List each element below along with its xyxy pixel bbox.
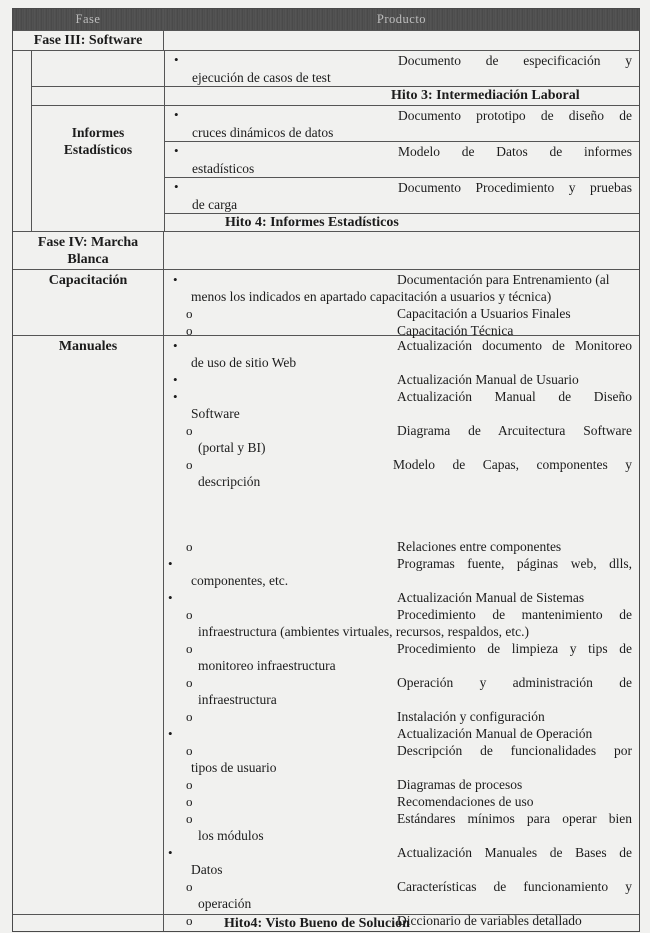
list-item: o Instalación y configuración: [186, 709, 545, 724]
list-item: o Diagramas de procesos: [186, 777, 523, 792]
list-item: • Documento prototipo de diseño de cruces dinámicos de datos: [165, 106, 639, 142]
list-item: • Actualización documento de Monitoreo de uso de sitio Web: [173, 338, 632, 370]
header-producto: Producto: [164, 9, 639, 30]
list-item: o Características de funcionamiento y operación: [186, 879, 632, 911]
milestone-hito4-final: Hito4: Visto Bueno de Solución: [224, 916, 410, 931]
list-item: o Procedimiento de mantenimiento de infraestructura (ambientes virtuales, recursos, respaldos, etc.): [186, 607, 632, 639]
list-item: • Documento de especificación y ejecución de casos de test: [174, 52, 632, 85]
circle-bullet-icon: o: [186, 607, 193, 622]
list-item: o Diagrama de Arcuitectura Software (portal y BI): [186, 423, 632, 455]
bullet-icon: •: [174, 52, 179, 67]
bullet-icon: •: [173, 272, 178, 287]
list-item: o Capacitación a Usuarios Finales: [186, 306, 571, 321]
list-item: o Descripción de funcionalidades por tipos de usuario: [186, 743, 632, 775]
circle-bullet-icon: o: [186, 777, 193, 792]
bullet-icon: •: [174, 179, 179, 194]
phase-row-fase4: [13, 231, 639, 269]
list-item: o Procedimiento de limpieza y tips de monitoreo infraestructura: [186, 641, 632, 673]
table-header: [13, 9, 639, 30]
phase-title: Fase III: Software: [13, 31, 164, 50]
list-item: • Actualización Manual de Diseño Software: [173, 389, 632, 421]
circle-bullet-icon: o: [186, 539, 193, 554]
list-item: • Actualización Manual de Usuario: [173, 372, 579, 387]
bullet-icon: •: [173, 372, 178, 387]
table-row: [13, 269, 639, 338]
circle-bullet-icon: o: [186, 457, 193, 472]
indent-column: [13, 51, 32, 231]
list-item: • Actualización Manual de Sistemas: [168, 590, 585, 605]
list-item: • Actualización Manual de Operación: [168, 726, 593, 741]
bullet-icon: •: [168, 845, 173, 860]
bullet-icon: •: [174, 143, 179, 158]
list-item: o Modelo de Capas, componentes y descripción: [186, 457, 632, 489]
list-item: o Estándares mínimos para operar bien los módulos: [186, 811, 632, 843]
deliverables-table: [12, 8, 640, 932]
phase-row-fase3: [13, 30, 639, 50]
section-capacitacion: Capacitación: [13, 270, 164, 335]
list-item: • Actualización Manuales de Bases de Datos: [168, 845, 632, 877]
section-informes: Informes Estadísticos: [63, 125, 133, 157]
section-manuales: Manuales: [13, 336, 164, 914]
list-item: • Documento Procedimiento y pruebas de carga: [165, 178, 639, 214]
circle-bullet-icon: o: [186, 794, 193, 809]
list-item: • Programas fuente, páginas web, dlls, componentes, etc.: [168, 556, 632, 588]
list-item: o Recomendaciones de uso: [186, 794, 534, 809]
list-item: o Relaciones entre componentes: [186, 539, 562, 554]
circle-bullet-icon: o: [186, 811, 193, 826]
circle-bullet-icon: o: [186, 743, 193, 758]
list-item: o Diccionario de variables detallado: [186, 913, 582, 928]
list-item: • Modelo de Datos de informes estadísticos: [165, 142, 639, 178]
table-row: [32, 105, 639, 231]
header-fase: Fase: [13, 9, 164, 30]
circle-bullet-icon: o: [186, 306, 193, 321]
list-item: o Capacitación Técnica: [186, 323, 514, 338]
circle-bullet-icon: o: [186, 323, 193, 338]
milestone-row: [32, 86, 639, 105]
bullet-icon: •: [174, 107, 179, 122]
list-item: o Operación y administración de infraestructura: [186, 675, 632, 707]
bullet-icon: •: [168, 726, 173, 741]
fase3-section: [13, 50, 639, 231]
table-row: [32, 51, 639, 86]
list-item: • Documentación para Entrenamiento (al menos los indicados en apartado capacitación a usuarios y técnica): [173, 272, 610, 304]
circle-bullet-icon: o: [186, 641, 193, 656]
circle-bullet-icon: o: [186, 709, 193, 724]
phase-title: Fase IV: Marcha Blanca: [13, 232, 164, 269]
bullet-icon: •: [168, 556, 173, 571]
milestone-hito3: Hito 3: Intermediación Laboral: [391, 88, 580, 103]
milestone-hito4: Hito 4: Informes Estadísticos: [225, 215, 399, 230]
bullet-icon: •: [168, 590, 173, 605]
circle-bullet-icon: o: [186, 879, 193, 894]
circle-bullet-icon: o: [186, 423, 193, 438]
circle-bullet-icon: o: [186, 913, 193, 928]
bullet-icon: •: [173, 338, 178, 353]
circle-bullet-icon: o: [186, 675, 193, 690]
bullet-icon: •: [173, 389, 178, 404]
